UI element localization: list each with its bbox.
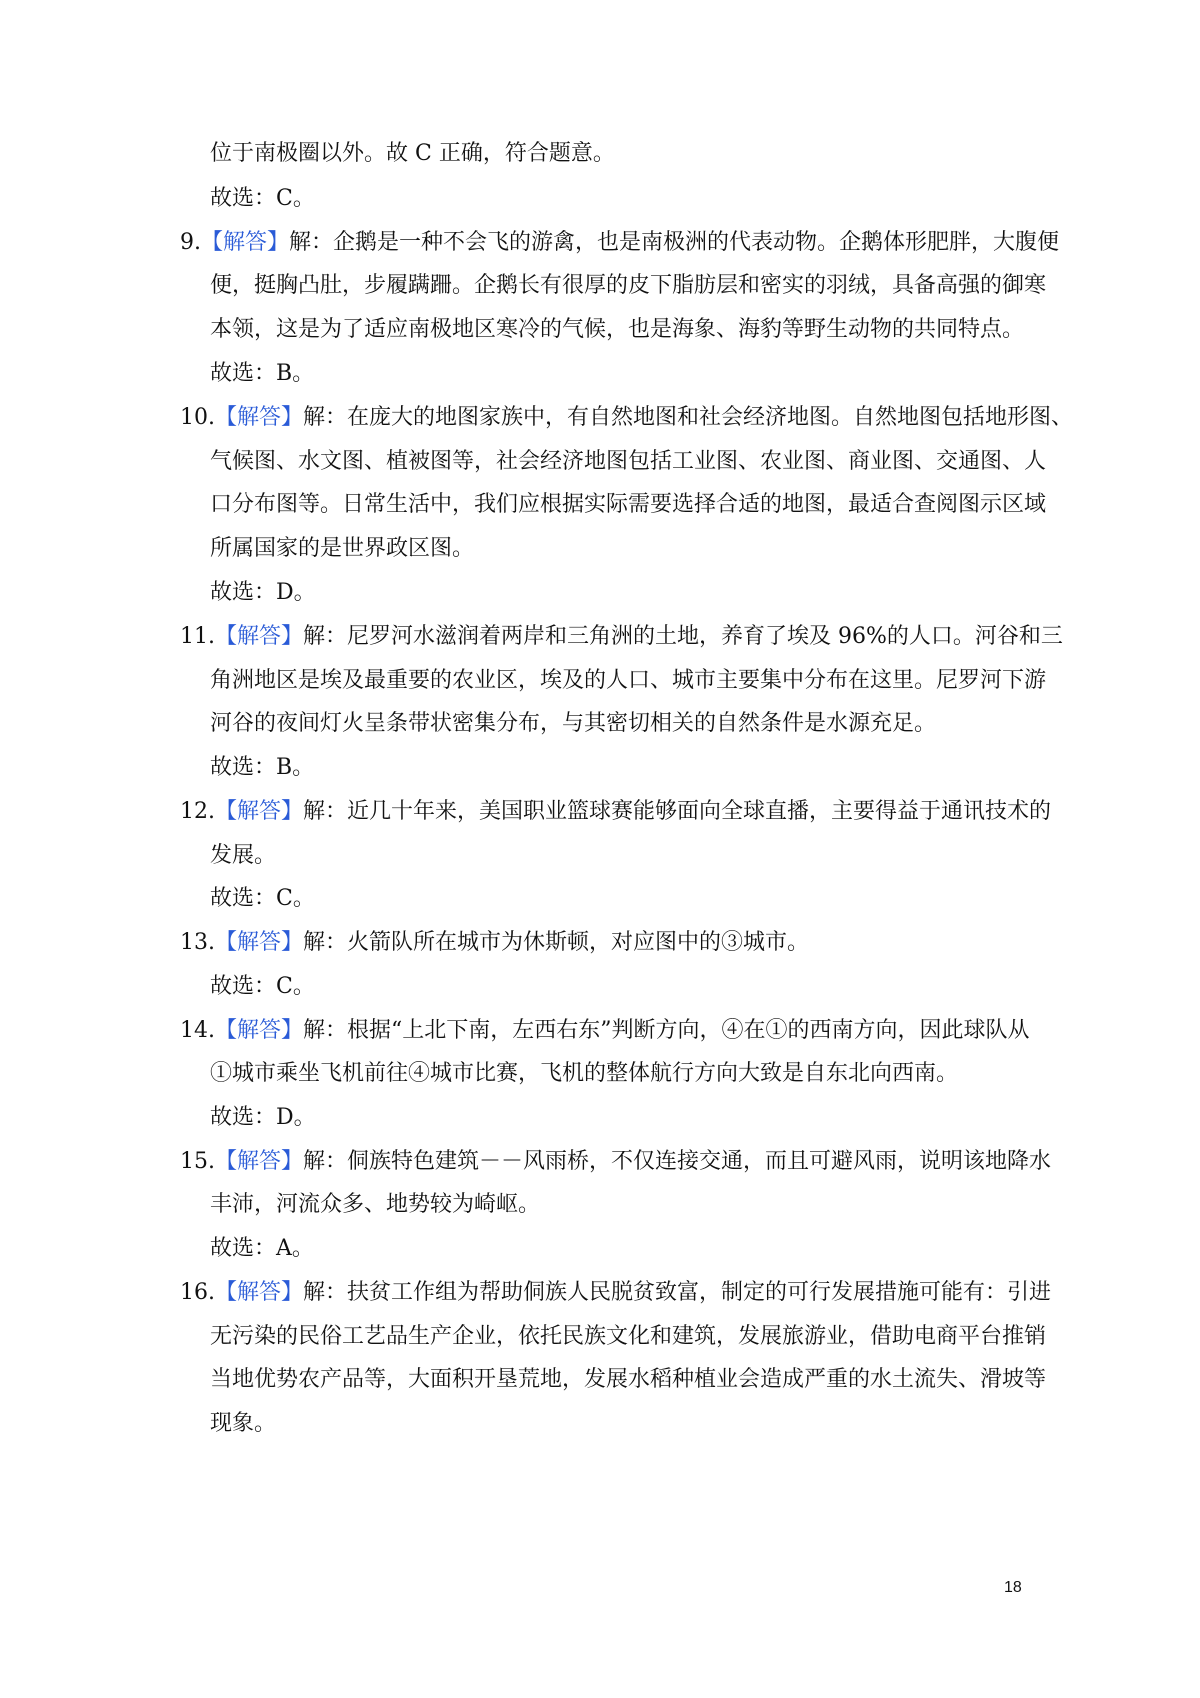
text-line: 无污染的民俗工艺品生产企业，依托民族文化和建筑，发展旅游业，借助电商平台推销: [210, 1324, 1047, 1349]
page-number: 18: [1004, 1579, 1022, 1596]
text-line: 口分布图等。日常生活中，我们应根据实际需要选择合适的地图，最适合查阅图示区域: [210, 492, 1047, 517]
item-text: 解：火箭队所在城市为休斯顿，对应图中的③城市。: [303, 930, 810, 955]
text-line: 现象。: [210, 1411, 277, 1436]
answer-line: 故选：C。: [210, 186, 315, 211]
text-line: 当地优势农产品等，大面积开垦荒地，发展水稻种植业会造成严重的水土流失、滑坡等: [210, 1367, 1047, 1392]
item-line: [180, 797, 1051, 827]
item-text: 解：在庞大的地图家族中，有自然地图和社会经济地图。自然地图包括地形图、: [303, 405, 1074, 430]
answer-tag: 【解答】: [201, 230, 290, 255]
text-line: 本领，这是为了适应南极地区寒冷的气候，也是海象、海豹等野生动物的共同特点。: [210, 317, 1025, 342]
answer-line: 故选：C。: [210, 974, 315, 999]
text-line: 河谷的夜间灯火呈条带状密集分布，与其密切相关的自然条件是水源充足。: [210, 711, 937, 736]
item-line: [180, 228, 1059, 258]
item-number: 9.: [180, 230, 201, 255]
answer-tag: 【解答】: [215, 624, 304, 649]
answer-tag: 【解答】: [215, 799, 304, 824]
answer-line: 故选：A。: [210, 1236, 314, 1261]
item-line: [180, 622, 1063, 652]
item-number: 10.: [180, 405, 215, 430]
text-line: 便，挺胸凸肚，步履蹒跚。企鹅长有很厚的皮下脂肪层和密实的羽绒，具备高强的御寒: [210, 273, 1047, 298]
item-number: 15.: [180, 1149, 215, 1174]
item-text: 解：尼罗河水滋润着两岸和三角洲的土地，养育了埃及 96%的人口。河谷和三: [303, 624, 1063, 649]
item-line: [180, 403, 1073, 433]
item-line: [180, 928, 809, 958]
item-text: 解：近几十年来，美国职业篮球赛能够面向全球直播，主要得益于通讯技术的: [303, 799, 1052, 824]
text-line: 角洲地区是埃及最重要的农业区，埃及的人口、城市主要集中分布在这里。尼罗河下游: [210, 668, 1047, 693]
item-number: 16.: [180, 1280, 215, 1305]
item-text: 解：侗族特色建筑－－风雨桥，不仅连接交通，而且可避风雨，说明该地降水: [303, 1149, 1052, 1174]
item-number: 14.: [180, 1018, 215, 1043]
item-text: 解：扶贫工作组为帮助侗族人民脱贫致富，制定的可行发展措施可能有：引进: [303, 1280, 1052, 1305]
text-line: 位于南极圈以外。故 C 正确，符合题意。: [210, 141, 615, 166]
answer-tag: 【解答】: [215, 1018, 304, 1043]
text-line: ①城市乘坐飞机前往④城市比赛，飞机的整体航行方向大致是自东北向西南。: [210, 1061, 959, 1086]
answer-tag: 【解答】: [215, 1149, 304, 1174]
item-line: [180, 1147, 1051, 1177]
answer-line: 故选：B。: [210, 755, 315, 780]
item-line: [180, 1016, 1030, 1046]
answer-tag: 【解答】: [215, 1280, 304, 1305]
text-line: 气候图、水文图、植被图等，社会经济地图包括工业图、农业图、商业图、交通图、人: [210, 449, 1047, 474]
answer-line: 故选：C。: [210, 886, 315, 911]
answer-line: 故选：B。: [210, 361, 315, 386]
answer-line: 故选：D。: [210, 580, 316, 605]
answer-tag: 【解答】: [215, 930, 304, 955]
item-text: 解：根据“上北下南，左西右东”判断方向，④在①的西南方向，因此球队从: [303, 1018, 1030, 1043]
item-number: 12.: [180, 799, 215, 824]
answer-tag: 【解答】: [215, 405, 304, 430]
item-number: 11.: [180, 624, 215, 649]
text-line: 发展。: [210, 843, 277, 868]
answer-line: 故选：D。: [210, 1105, 316, 1130]
item-line: [180, 1278, 1051, 1308]
text-line: 所属国家的是世界政区图。: [210, 536, 475, 561]
item-number: 13.: [180, 930, 215, 955]
text-line: 丰沛，河流众多、地势较为崎岖。: [210, 1192, 541, 1217]
item-text: 解：企鹅是一种不会飞的游禽，也是南极洲的代表动物。企鹅体形肥胖，大腹便: [289, 230, 1060, 255]
